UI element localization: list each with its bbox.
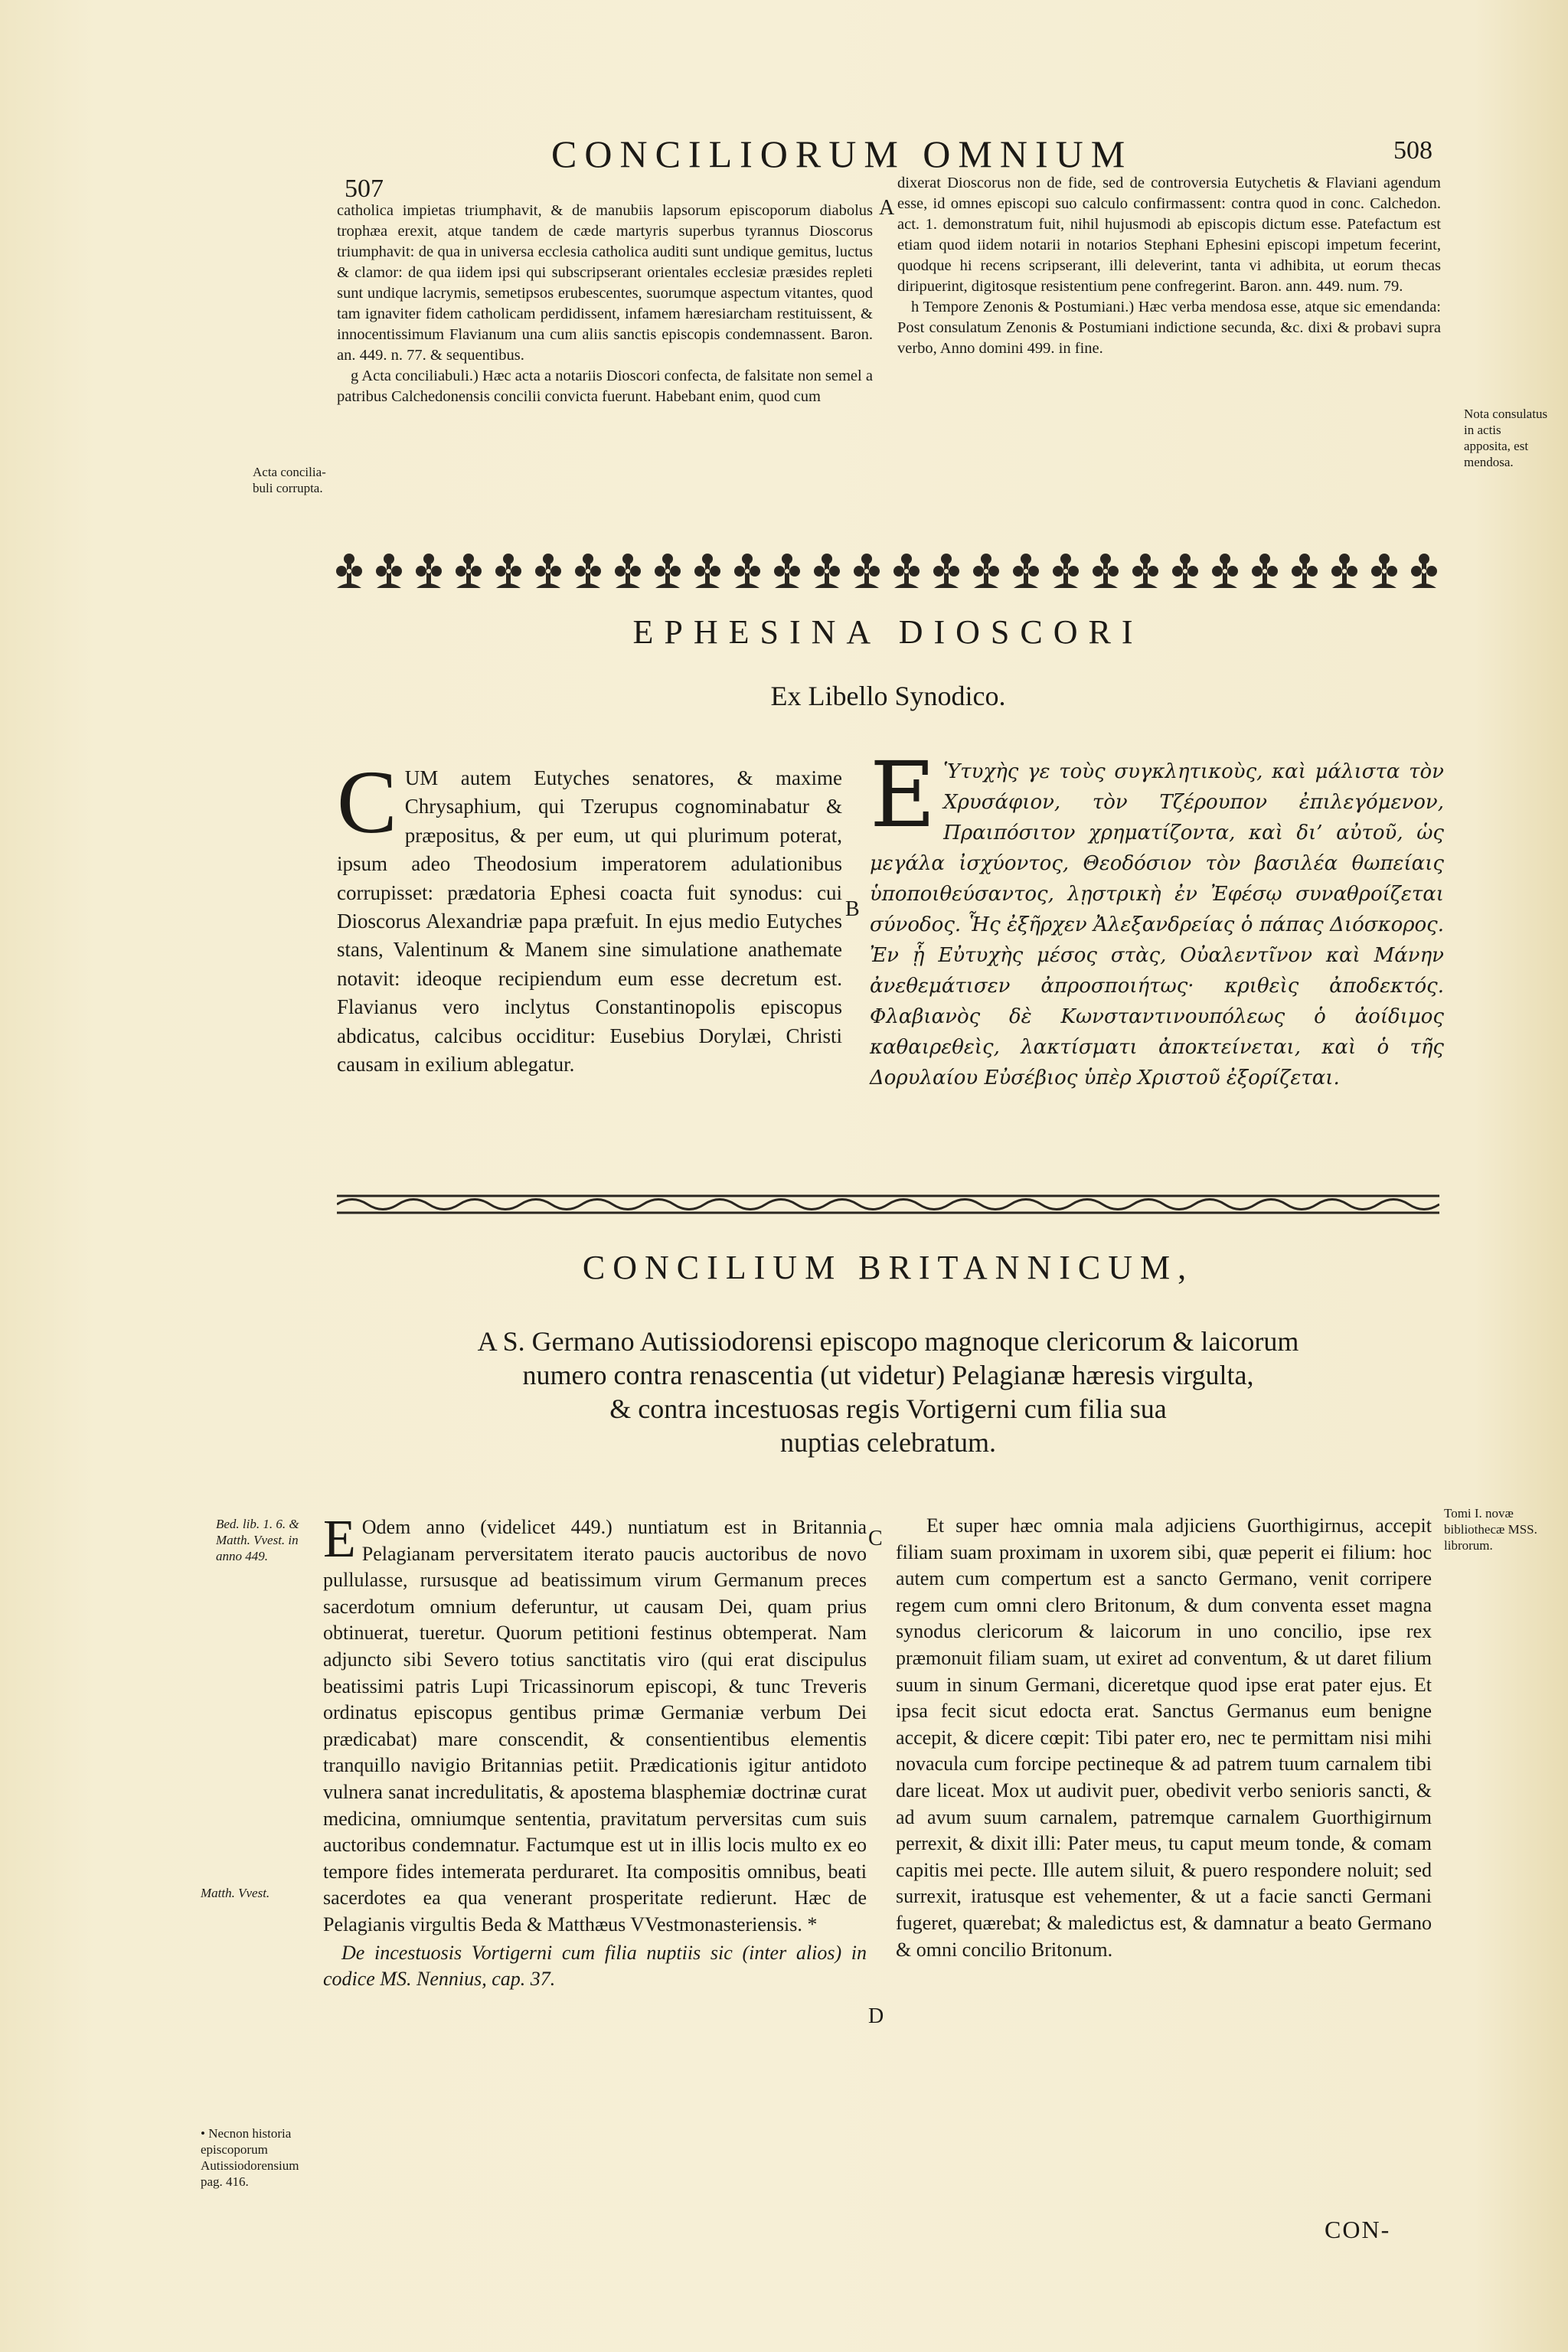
top-left-text: catholica impietas triumphavit, & de manubiis lapsorum episcoporum diabolus trophæa erexit, atque tandem de cæde martyris superbus tyrannus Dioscorus triumphavit: de qua in universa ecclesia catholica auditi sunt undique gemitus, luctus & clamor: de qua iidem ipsi qui subscripserant orientales ecclesiæ præsides repleti sunt undique lacrymis, semetipsos erubescentes, suorumque aspectum vitantes, quod tam ignaviter fidem catholicam perdidissent, infamem hæresiarcham restituissent, & innocentissimum Flavianum una cum aliis sanctis episcopis condemnassent. Baron. an. 449. n. 77. & sequentibus. [337,202,873,364]
margin-note-matth: Matth. Vvest. [201,1886,270,1900]
top-left-column [337,201,873,407]
section-title-ephesina: EPHESINA DIOSCORI [632,613,1144,651]
margin-note-consul: Nota consulatus in actis apposita, est mendosa. [1464,407,1548,469]
subtitle-line-1: A S. Germano Autissiodorensi episcopo magnoque clericorum & laicorum [477,1326,1299,1357]
margin-letter-b: B [845,897,860,921]
greek-column [870,742,1444,1093]
margin-note-acta: Acta concilia-buli corrupta. [253,465,326,495]
margin-note-tomi: Tomi I. novæ bibliothecæ MSS. librorum. [1444,1506,1537,1553]
margin-note-necnon: • Necnon historia episcoporum Autissiodorensium pag. 416. [201,2126,299,2189]
subtitle-line-4: nuptias celebratum. [780,1427,996,1458]
latin-text: UM autem Eutyches senatores, & maxime Chrysaphium, qui Tzerupus cognominabatur & præpositus, & per eum, ut qui plurimum poterat, ipsum adeo Theodosium imperatorem adulationibus corrupisset: prædatoria Ephesi coacta fuit synodus: cui Dioscorus Alexandriæ papa præfuit. In ejus medio Eutyches stans, Valentinum & Manem sine simulatione anathemate notavit: ideoque recipiendum eum esse decretum est. Flavianus vero inclytus Constantinopolis episcopus abdicatus, calcibus occiditur: Eusebius Dorylæi, Christi causam in exilium ablegatur. [337,766,842,1076]
section-title-britannicum: CONCILIUM BRITANNICUM, [582,1249,1194,1286]
margin-letter-d: D [868,2004,884,2028]
drop-cap-e: E [323,1510,356,1569]
page-number-left: 507 [345,175,384,203]
catchword: CON- [1325,2216,1391,2243]
section-subtitle-libello: Ex Libello Synodico. [770,681,1006,711]
subtitle-line-3: & contra incestuosas regis Vortigerni cum filia sua [609,1393,1167,1424]
margin-letter-c: C [868,1527,883,1550]
running-head: CONCILIORUM OMNIUM [551,132,1133,175]
page-number-right: 508 [1393,136,1432,165]
top-right-text: dixerat Dioscorus non de fide, sed de controversia Eutychetis & Flaviani agendum esse, id omnes episcopi suo calculo confirmassent: contra quod in conc. Calchedon. act. 1. demonstratum fuit, nihil hujusmodi ab episcopis dictum esse. Patefactum est etiam quod iidem notarii in notarios Stephani Ephesini episcopi impetum fecerint, quodque hi recens scripserant, illi deleverint, tanta vi adhibita, ut eorum thecas diripuerint, digitosque resistentium pene confregerint. Baron. ann. 449. num. 79. [897,175,1441,295]
britannicum-right-column: Et super hæc omnia mala adjiciens Guorthigirnus, accepit filiam suam proximam in uxorem sibi, quæ peperit ei filium: hoc autem cum compertum est a sancto Germano, venit corripere regem cum omni clero Britonum, & dum conventa esset magna synodus clericorum & laicorum in uno concilio, ipse rex præmonuit filiam suam, ut exiret ad conventum, & ut daret filium suum in sinum Germani, diceretque quod ipse erat pater ejus. Et ipsa fecit sicut edocta erat. Sanctus Germanus eum benigne accepit, & dicere cœpit: Tibi pater ero, nec te permittam nisi mihi novacula cum forcipe pectineque & ad patrem tuum carnalem tibi dare liceat. Mox ut audivit puer, obedivit verbo senioris sancti, & ad avum suum carnalem, patremque carnalem Guorthigirnum perrexit, & dixit illi: Pater meus, tu caput meum tonde, & comam capitis mei pecte. Ille autem siluit, & puero respondere noluit; sed surrexit, iratusque est vehementer, & ut a facie sancti Germani fugeret, quærebat; & maledictus est, & damnatur a beato Germano & omni concilio Britonum. [896,1514,1432,1961]
britannicum-left-italic: De incestuosis Vortigerni cum filia nuptiis sic (inter alios) in codice MS. Nennius, cap. 37. [323,1941,867,1991]
britannicum-left-text: Odem anno (videlicet 449.) nuntiatum est in Britannia Pelagianam perversitatem iterato paucis auctoribus de novo pullulasse, rursusque ad beatissimum virum Germanum preces sacerdotum omnium deferuntur, ut causam Dei, quam prius obtinuerat, tueretur. Quorum petitioni festinus obtemperat. Nam adjuncto sibi Severo totius sanctitatis viro (qui erat discipulus beatissimi patris Lupi Tricassinorum episcopi, & tunc Treveris ordinatus episcopus gentibus primæ Germaniæ verbum Dei prædicabat) mare conscendit, & consentientibus elementis tranquillo navigio Britannias petiit. Prædicationis igitur antidoto vulnera sanat incredulitatis, & apostema blasphemiæ doctrinæ curat medicina, omniumque sententia, pravitatum perversitas cum suis auctoribus condemnatur. Factumque est ut in illis locis multo ex eo tempore fides intemerata perduraret. Ita compositis omnibus, beati sacerdotes ea qua venerant prosperitate redierunt. Hæc de Pelagianis virgultis Beda & Matthæus VVestmonasteriensis. * [323,1516,867,1936]
top-right-note: h Tempore Zenonis & Postumiani.) Hæc verba mendosa esse, atque sic emendanda: Post consulatum Zenonis & Postumiani indictione secunda, &c. dixi & probavi supra verbo, Anno domini 499. in fine. [897,299,1441,357]
greek-text: Ὑτυχὴς γε τοὺς συγκλητικοὺς, καὶ μάλιστα τὸν Χρυσάφιον, τὸν Τζέρουπον ἐπιλεγόμενον, Πραιπόσιτον χρηματίζοντα, καὶ δι’ αὐτοῦ, ὡς μεγάλα ἰσχύοντος, Θεοδόσιον τὸν βασιλέα θωπείαις ὑποποιθεύσαντος, λῃστρικὴ ἐν Ἐφέσῳ συναθροίζεται σύνοδος. Ἧς ἐξῆρχεν Ἀλεξανδρείας ὁ πάπας Διόσκορος. Ἐν ᾗ Εὐτυχὴς μέσος στὰς, Οὐαλεντῖνον καὶ Μάνην ἀνεθεμάτισεν ἀπροσποιήτως· κριθεὶς ἀποδεκτός. Φλαβιανὸς δὲ Κωνσταντινουπόλεως ὁ ἀοίδιμος καθαιρεθεὶς, λακτίσματι ἀποκτείνεται, καὶ ὁ τῆς Δορυλαίου Εὐσέβιος ὑπὲρ Χριστοῦ ἐξορίζεται. [870,760,1444,1089]
margin-letter-a: A [879,196,895,220]
latin-column [337,752,842,1079]
drop-cap-c: C [337,752,397,852]
subtitle-line-2: numero contra renascentia (ut videtur) Pelagianæ hæresis virgulta, [522,1360,1254,1390]
ornament-band-rule [337,1191,1439,1217]
section-subtitle-britannicum [322,1325,1455,1459]
ornament-band-top [334,544,1442,597]
top-right-column [897,173,1441,359]
top-left-note: g Acta conciliabuli.) Hæc acta a notariis Dioscori confecta, de falsitate non semel a patribus Calchedonensis concilii convicta fuerunt. Habebant enim, quod cum [337,368,873,405]
britannicum-left-column [323,1510,867,1993]
drop-cap-e-greek: E [870,742,936,848]
margin-note-beda: Bed. lib. 1. 6. & Matth. Vvest. in anno 449. [216,1517,299,1563]
